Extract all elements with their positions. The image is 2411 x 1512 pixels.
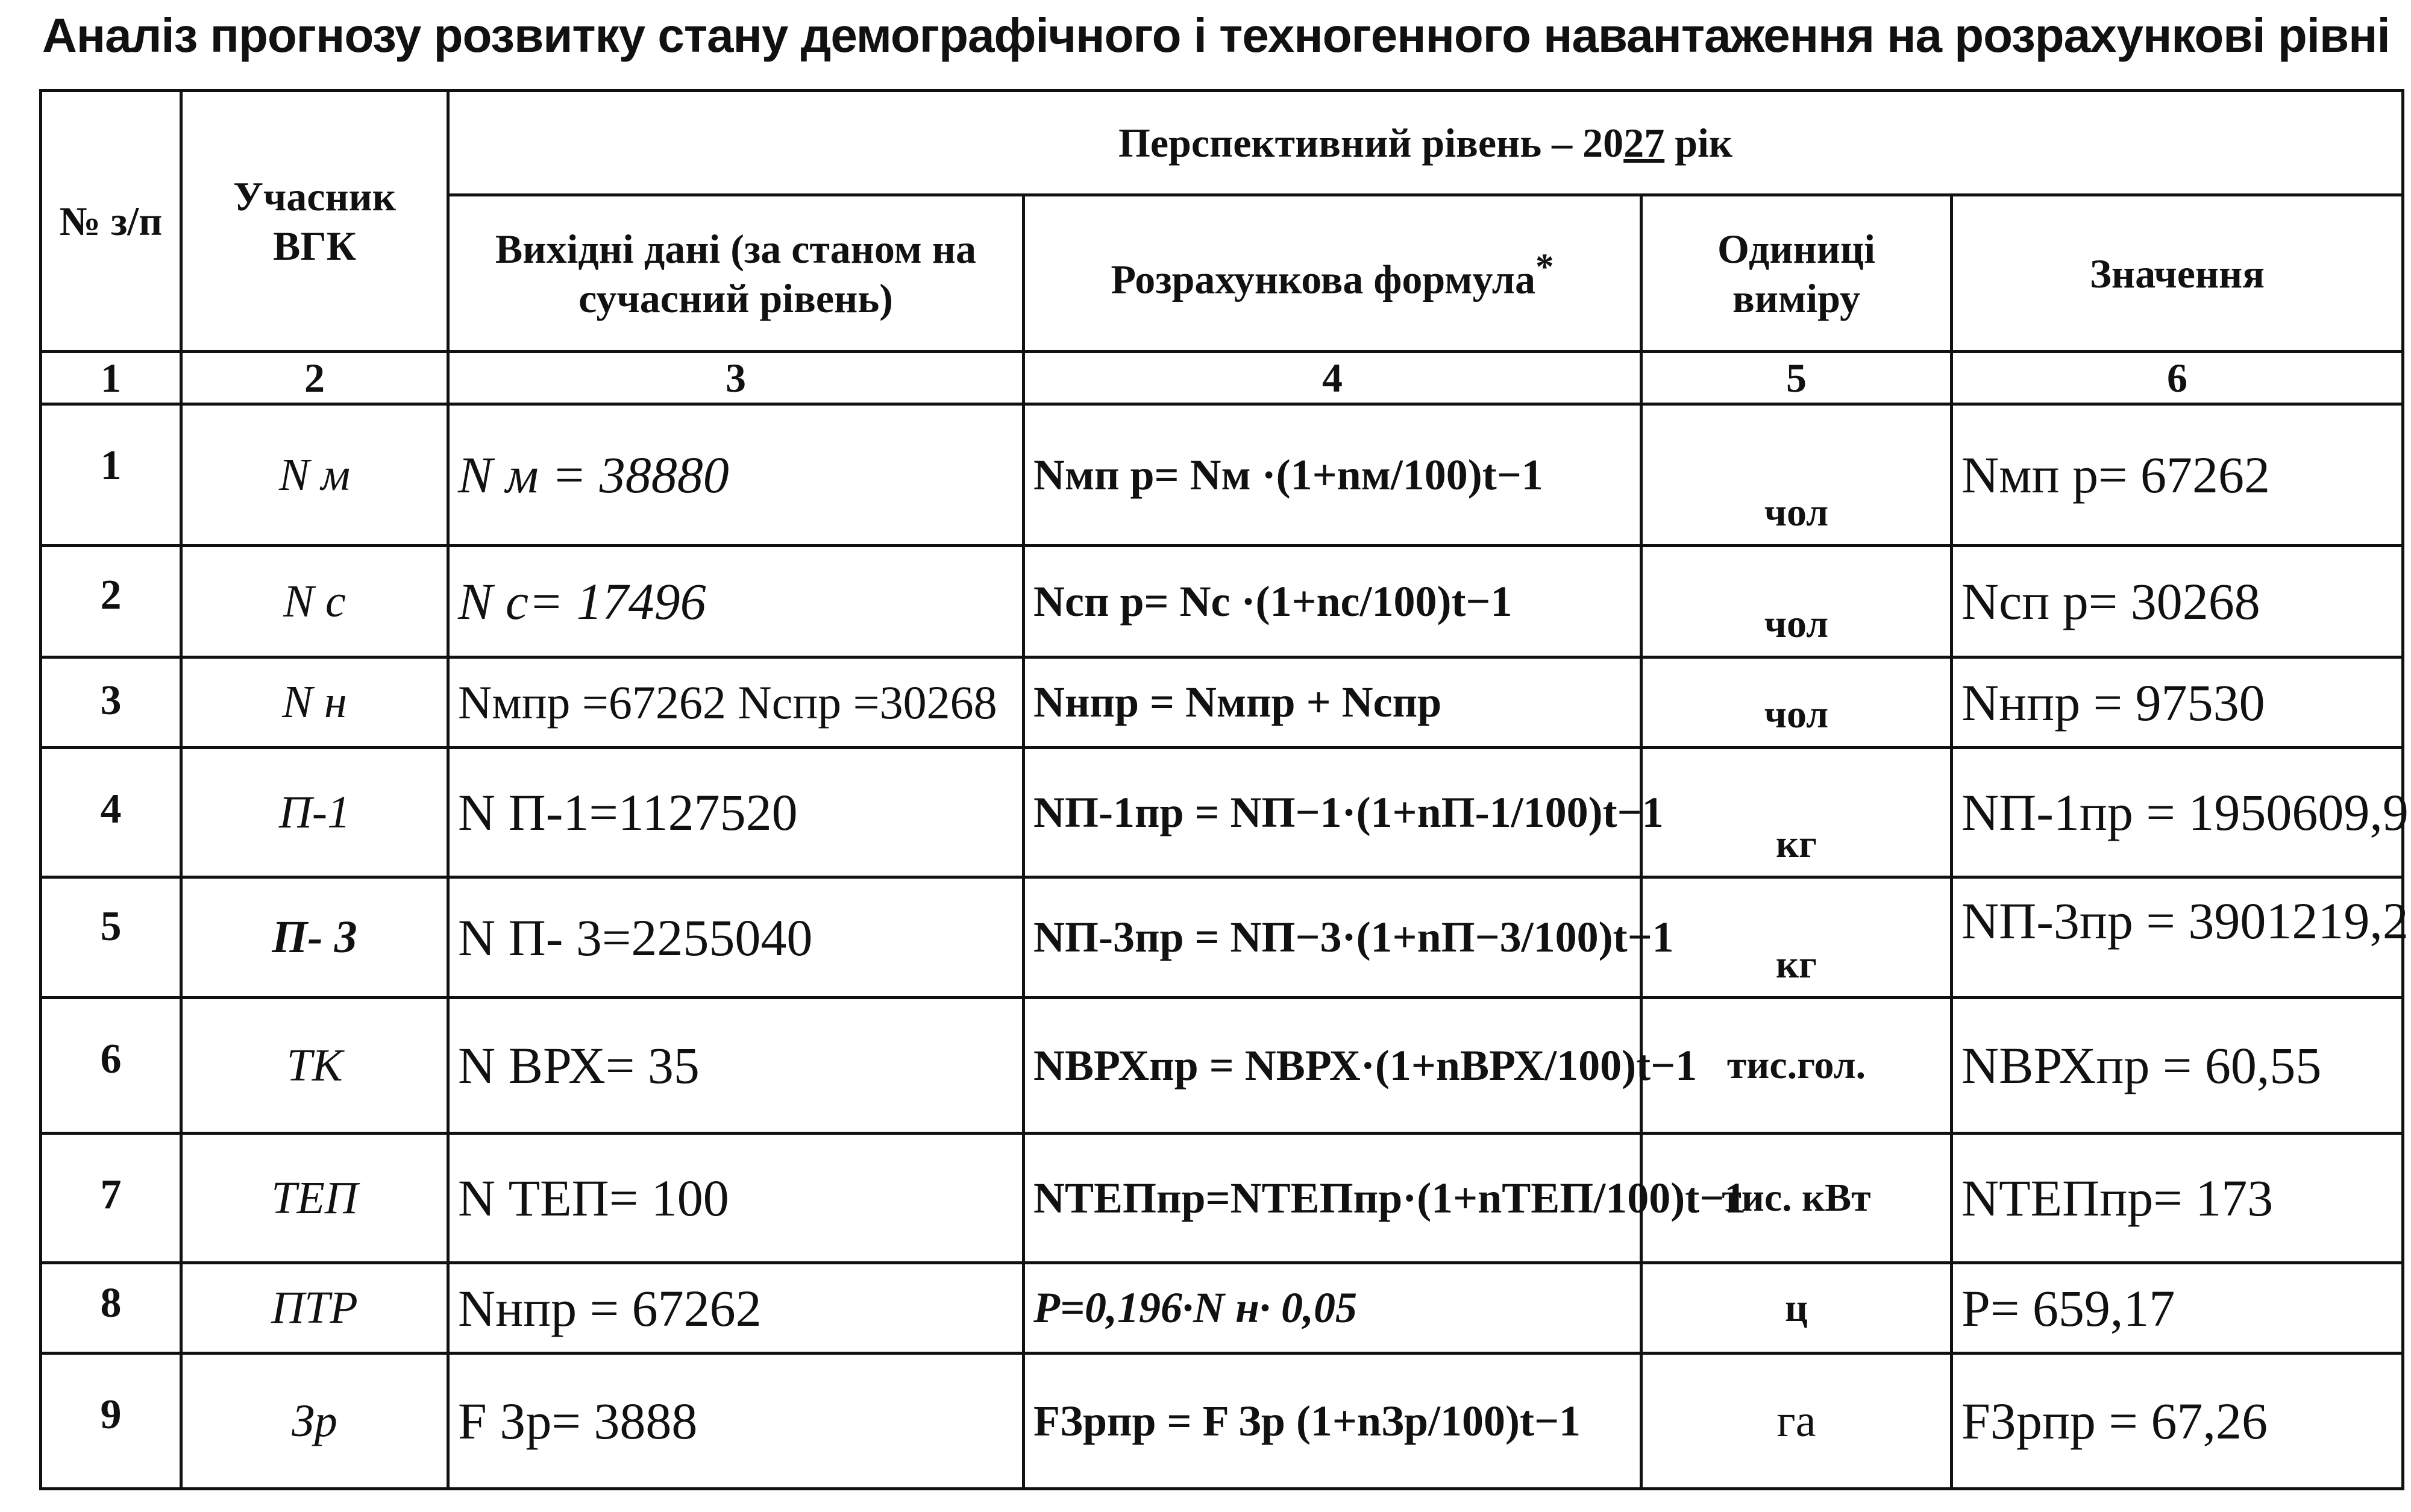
row-input: N ВРХ= 35 [448,998,1024,1134]
row-unit: чол [1641,657,1952,748]
header-participant-label: Учасник ВГК [233,174,396,269]
header-formula [1024,195,1641,352]
table-row [41,1263,2403,1354]
row-input: F Зр= 3888 [448,1354,1024,1489]
column-number: 4 [1024,352,1641,404]
header-input-data-label: Вихідні дані (за станом на сучасний рівень) [495,225,977,321]
row-value: Nмп р= 67262 [1952,404,2403,546]
header-units [1641,195,1952,352]
row-unit: тис.гол. [1641,998,1952,1134]
row-unit: чол [1641,404,1952,546]
header-perspective-prefix: Перспективний рівень – 20 [1118,120,1624,166]
row-input: Nнпр = 67262 [448,1263,1024,1354]
row-number: 2 [41,546,181,657]
row-formula: P=0,196·N н· 0,05 [1024,1263,1641,1354]
row-participant: ТЕП [181,1134,448,1263]
header-input-data [448,195,1024,352]
header-formula-label: Розрахункова формула [1111,256,1535,303]
row-input: Nмпр =67262 Nспр =30268 [448,657,1024,748]
row-value: NВРХпр = 60,55 [1952,998,2403,1134]
row-value: NТЕПпр= 173 [1952,1134,2403,1263]
row-unit: чол [1641,546,1952,657]
header-participant [181,91,448,352]
table-row [41,748,2403,877]
row-participant: ПТР [181,1263,448,1354]
row-number: 5 [41,877,181,998]
row-participant: Зр [181,1354,448,1489]
column-number: 1 [41,352,181,404]
column-number: 2 [181,352,448,404]
table-row [41,404,2403,546]
header-units-label: Одиниці виміру [1717,225,1875,321]
page-title: Аналіз прогнозу розвитку стану демографічного і техногенного навантаження на розрахункові рівні [42,8,2390,62]
row-formula: NВРХпр = NВРХ·(1+nВРХ/100)t−1 [1024,998,1641,1134]
row-participant: П-1 [181,748,448,877]
row-participant: П- 3 [181,877,448,998]
column-number-row [41,352,2403,404]
table-row [41,1134,2403,1263]
row-input: N ТЕП= 100 [448,1134,1024,1263]
forecast-table [39,89,2409,1490]
row-formula: Nсп р= Nс ·(1+nс/100)t−1 [1024,546,1641,657]
header-value [1952,195,2403,352]
header-value-label: Значення [2090,250,2265,296]
row-value: P= 659,17 [1952,1263,2403,1354]
row-value: NП-3пр = 3901219,2 [1952,877,2403,998]
row-number: 7 [41,1134,181,1263]
row-input: N П-1=1127520 [448,748,1024,877]
row-participant: ТК [181,998,448,1134]
row-unit: кг [1641,877,1952,998]
table-row [41,546,2403,657]
row-participant: N м [181,404,448,546]
header-number [41,91,181,352]
row-value: Nнпр = 97530 [1952,657,2403,748]
row-input: N с= 17496 [448,546,1024,657]
row-unit: тис. кВт [1641,1134,1952,1263]
column-number: 6 [1952,352,2403,404]
row-unit: га [1641,1354,1952,1489]
header-perspective-suffix: рік [1664,120,1733,166]
row-participant: N н [181,657,448,748]
row-number: 3 [41,657,181,748]
row-number: 6 [41,998,181,1134]
table-row [41,1354,2403,1489]
row-formula: FЗрпр = F Зр (1+nЗр/100)t−1 [1024,1354,1641,1489]
row-number: 8 [41,1263,181,1354]
row-number: 1 [41,404,181,546]
row-formula: Nнпр = Nмпр + Nспр [1024,657,1641,748]
row-unit: кг [1641,748,1952,877]
header-formula-mark: * [1535,246,1554,288]
column-number: 5 [1641,352,1952,404]
row-formula: NП-3пр = NП−3·(1+nП−3/100)t−1 [1024,877,1641,998]
row-number: 9 [41,1354,181,1489]
row-formula: NП-1пр = NП−1·(1+nП-1/100)t−1 [1024,748,1641,877]
row-number: 4 [41,748,181,877]
row-input: N П- 3=2255040 [448,877,1024,998]
row-input: N м = 38880 [448,404,1024,546]
table-row [41,657,2403,748]
row-value: FЗрпр = 67,26 [1952,1354,2403,1489]
table-row [41,998,2403,1134]
row-value: NП-1пр = 1950609,9 [1952,748,2403,877]
row-formula: Nмп р= Nм ·(1+nм/100)t−1 [1024,404,1641,546]
row-participant: N с [181,546,448,657]
row-unit: ц [1641,1263,1952,1354]
header-perspective-level [448,91,2403,195]
column-number: 3 [448,352,1024,404]
row-value: Nсп р= 30268 [1952,546,2403,657]
row-formula: NТЕПпр=NТЕПпр·(1+nТЕП/100)t−1 [1024,1134,1641,1263]
header-number-label: № з/п [59,198,163,244]
header-perspective-year: 27 [1623,120,1665,166]
table-row [41,877,2403,998]
